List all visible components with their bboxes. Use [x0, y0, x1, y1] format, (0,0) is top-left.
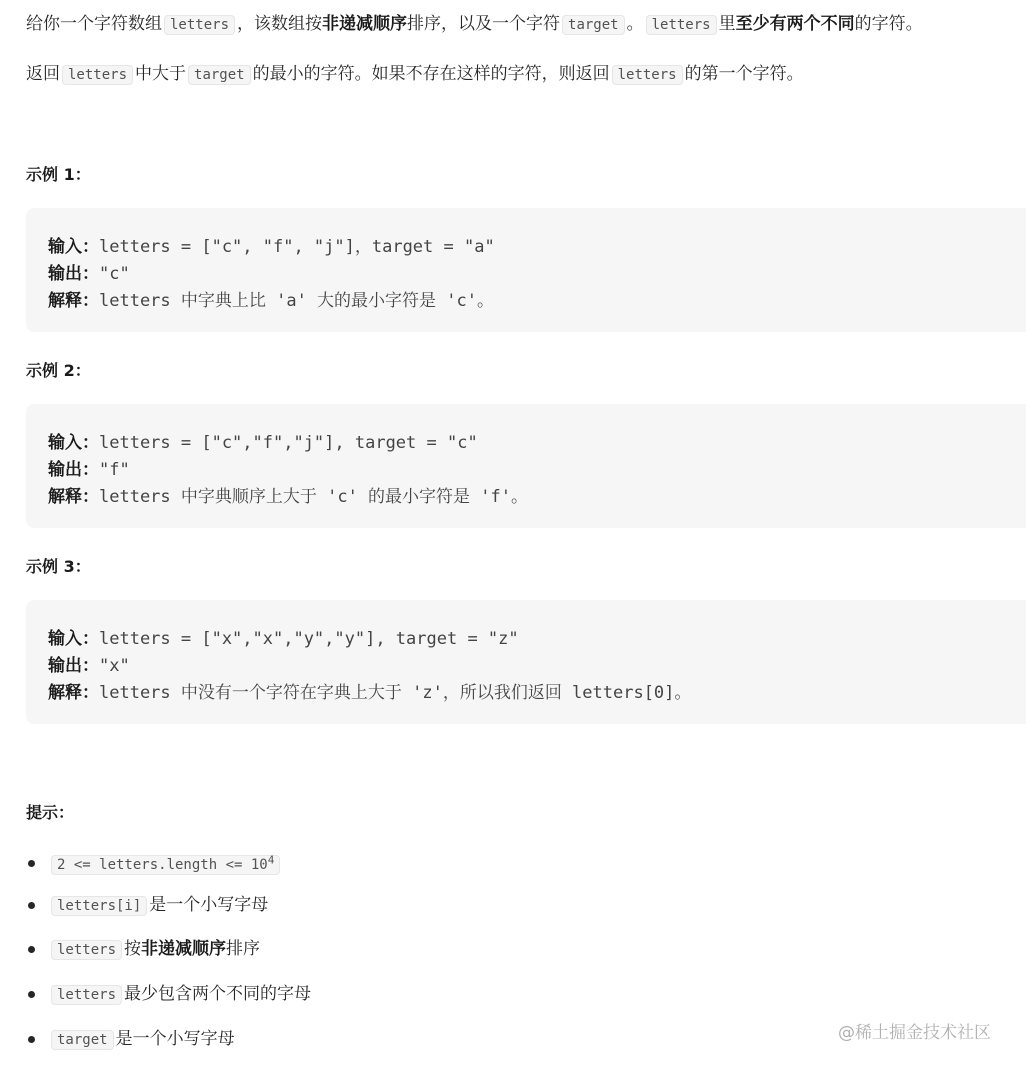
inline-code: letters[i] — [51, 896, 147, 916]
example-explain-line — [48, 482, 528, 507]
hint-code-text: 2 <= letters.length <= 10 — [57, 856, 268, 873]
inline-code: letters — [646, 15, 717, 35]
bold-text: 至少有两个不同 — [735, 14, 855, 34]
input-label: 输入： — [48, 629, 99, 649]
intro-text: 排序，以及一个字符 — [407, 14, 561, 34]
explain-label: 解释： — [48, 291, 99, 311]
intro-paragraph-2 — [26, 60, 804, 89]
example-explain-line — [48, 678, 691, 703]
explain-label: 解释： — [48, 487, 99, 507]
inline-code: letters — [51, 985, 122, 1005]
intro-text: 的字符。 — [854, 14, 923, 34]
input-value: letters = ["x","x","y","y"], target = "z" — [99, 629, 519, 649]
output-value: "x" — [99, 656, 130, 676]
intro-text: 的第一个字符。 — [684, 64, 804, 84]
bullet-icon — [28, 902, 35, 909]
input-value: letters = ["c","f","j"], target = "c" — [99, 433, 478, 453]
example-1-heading: 示例 1： — [26, 165, 91, 184]
example-output-line — [48, 455, 130, 480]
example-2-box — [26, 404, 1026, 528]
example-output-line — [48, 259, 130, 284]
hint-text: 最少包含两个不同的字母 — [124, 984, 312, 1004]
intro-text: 中大于 — [135, 64, 187, 84]
inline-code: letters — [612, 65, 683, 85]
input-label: 输入： — [48, 237, 99, 257]
inline-code: letters — [62, 65, 133, 85]
explain-value: letters 中字典上比 'a' 大的最小字符是 'c'。 — [99, 291, 494, 311]
explain-value: letters 中字典顺序上大于 'c' 的最小字符是 'f'。 — [99, 487, 528, 507]
watermark: @稀土掘金技术社区 — [838, 1023, 991, 1043]
inline-code: letters — [51, 940, 122, 960]
intro-text: ，该数组按 — [237, 14, 323, 34]
inline-code: target — [562, 15, 625, 35]
example-input-line — [48, 428, 478, 453]
hint-text: 是一个小写字母 — [115, 1029, 235, 1049]
intro-paragraph-1 — [26, 10, 923, 39]
output-value: "c" — [99, 264, 130, 284]
intro-text: 返回 — [26, 64, 60, 84]
hints-heading: 提示： — [26, 803, 75, 822]
output-label: 输出： — [48, 264, 99, 284]
list-item — [26, 935, 260, 964]
example-input-line — [48, 624, 519, 649]
example-2-heading: 示例 2： — [26, 361, 91, 380]
intro-text: 给你一个字符数组 — [26, 14, 162, 34]
bold-text: 非递减顺序 — [141, 939, 227, 959]
example-3-heading: 示例 3： — [26, 557, 91, 576]
inline-code: letters — [164, 15, 235, 35]
output-label: 输出： — [48, 460, 99, 480]
intro-text: 的最小的字符。如果不存在这样的字符，则返回 — [252, 64, 610, 84]
example-explain-line — [48, 286, 494, 311]
inline-code — [51, 855, 280, 875]
intro-text: 里 — [718, 14, 736, 34]
input-label: 输入： — [48, 433, 99, 453]
list-item — [26, 891, 268, 920]
bullet-icon — [28, 1036, 35, 1043]
hint-text: 是一个小写字母 — [149, 895, 269, 915]
input-value: letters = ["c", "f", "j"]，target = "a" — [99, 237, 495, 257]
example-output-line — [48, 651, 130, 676]
bullet-icon — [28, 946, 35, 953]
list-item — [26, 980, 311, 1009]
explain-label: 解释： — [48, 683, 99, 703]
superscript: 4 — [267, 853, 275, 866]
output-label: 输出： — [48, 656, 99, 676]
bullet-icon — [28, 991, 35, 998]
bold-text: 非递减顺序 — [322, 14, 408, 34]
inline-code: target — [188, 65, 251, 85]
inline-code: target — [51, 1030, 114, 1050]
hint-text: 排序 — [226, 939, 261, 959]
list-item — [26, 846, 282, 879]
hint-text: 按 — [124, 939, 142, 959]
list-item — [26, 1025, 235, 1054]
example-3-box — [26, 600, 1026, 724]
example-1-box — [26, 208, 1026, 332]
explain-value: letters 中没有一个字符在字典上大于 'z'，所以我们返回 letters[0]。 — [99, 683, 692, 703]
example-input-line — [48, 232, 495, 257]
output-value: "f" — [99, 460, 130, 480]
bullet-icon — [28, 860, 35, 867]
intro-text: 。 — [626, 14, 644, 34]
